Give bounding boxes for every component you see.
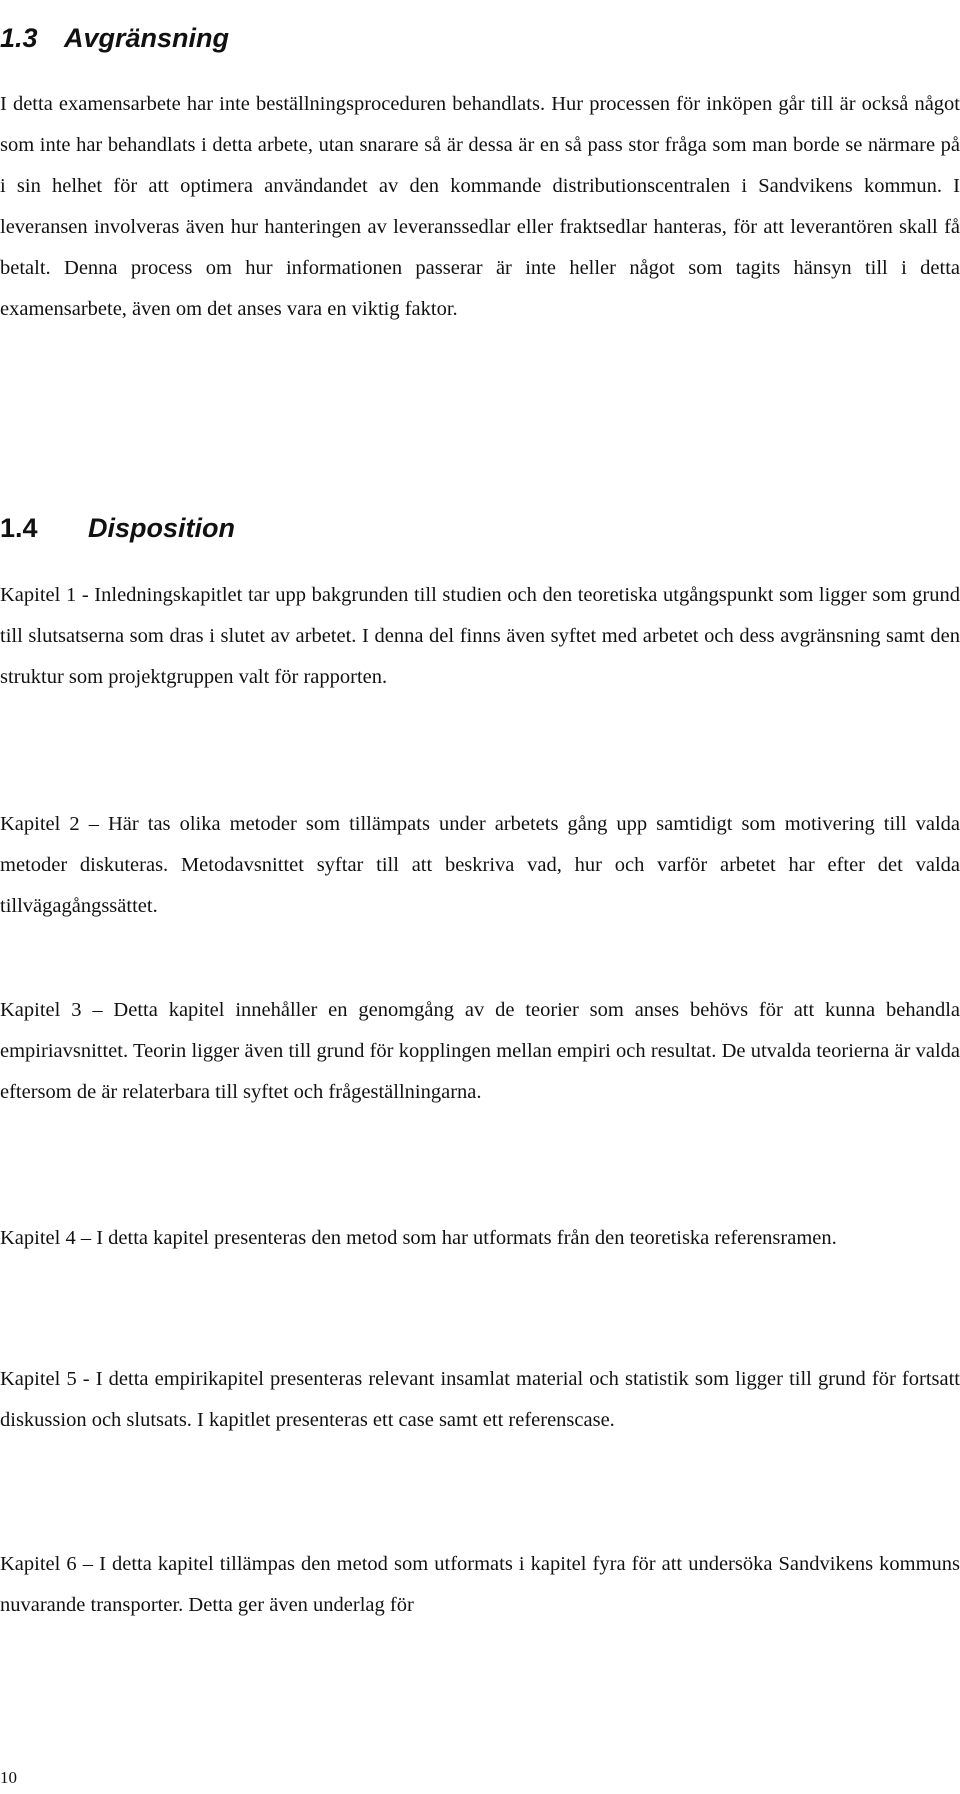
- chapter-3-paragraph: Kapitel 3 – Detta kapitel innehåller en genomgång av de teorier som anses behövs för att kunna behandla empiriavsnittet. Teorin ligger även till grund för kopplingen mellan empiri och resultat. De utvalda teorierna är valda eftersom de är relaterbara till syftet och frågeställningarna.: [0, 999, 960, 1103]
- section-title: Disposition: [88, 513, 235, 544]
- section-number: 1.4: [0, 513, 38, 544]
- avgransning-paragraph: I detta examensarbete har inte beställningsproceduren behandlats. Hur processen för inköpen går till är också något som inte har behandlats i detta arbete, utan snarare så är dessa är en så pass stor fråga som man borde se närmare på i sin helhet för att optimera användandet av den kommande distributionscentralen i Sandvikens kommun. I leveransen involveras även hur hanteringen av leveranssedlar eller fraktsedlar hanteras, för att leverantören skall få betalt. Denna process om hur informationen passerar är inte heller något som tagits hänsyn till i detta examensarbete, även om det anses vara en viktig faktor.: [0, 93, 960, 320]
- section-heading-disposition: [0, 512, 235, 544]
- chapter-4-paragraph: Kapitel 4 – I detta kapitel presenteras den metod som har utformats från den teoretiska referensramen.: [0, 1227, 837, 1249]
- section-title: Avgränsning: [64, 23, 230, 54]
- section-heading-avgransning: [0, 22, 229, 54]
- chapter-6-paragraph: Kapitel 6 – I detta kapitel tillämpas den metod som utformats i kapitel fyra för att undersöka Sandvikens kommuns nuvarande transporter. Detta ger även underlag för: [0, 1553, 960, 1616]
- chapter-2-paragraph: Kapitel 2 – Här tas olika metoder som tillämpats under arbetets gång upp samtidigt som motivering till valda metoder diskuteras. Metodavsnittet syftar till att beskriva vad, hur och varför arbetet har efter det valda tillvägagångssättet.: [0, 813, 960, 917]
- section-number: 1.3: [0, 23, 38, 54]
- chapter-5-paragraph: Kapitel 5 - I detta empirikapitel presenteras relevant insamlat material och statistik som ligger till grund för fortsatt diskussion och slutsats. I kapitlet presenteras ett case samt ett referenscase.: [0, 1368, 960, 1431]
- chapter-1-paragraph: Kapitel 1 - Inledningskapitlet tar upp bakgrunden till studien och den teoretiska utgångspunkt som ligger som grund till slutsatserna som dras i slutet av arbetet. I denna del finns även syftet med arbetet och dess avgränsning samt den struktur som projektgruppen valt för rapporten.: [0, 584, 960, 688]
- page-number: 10: [0, 1768, 17, 1787]
